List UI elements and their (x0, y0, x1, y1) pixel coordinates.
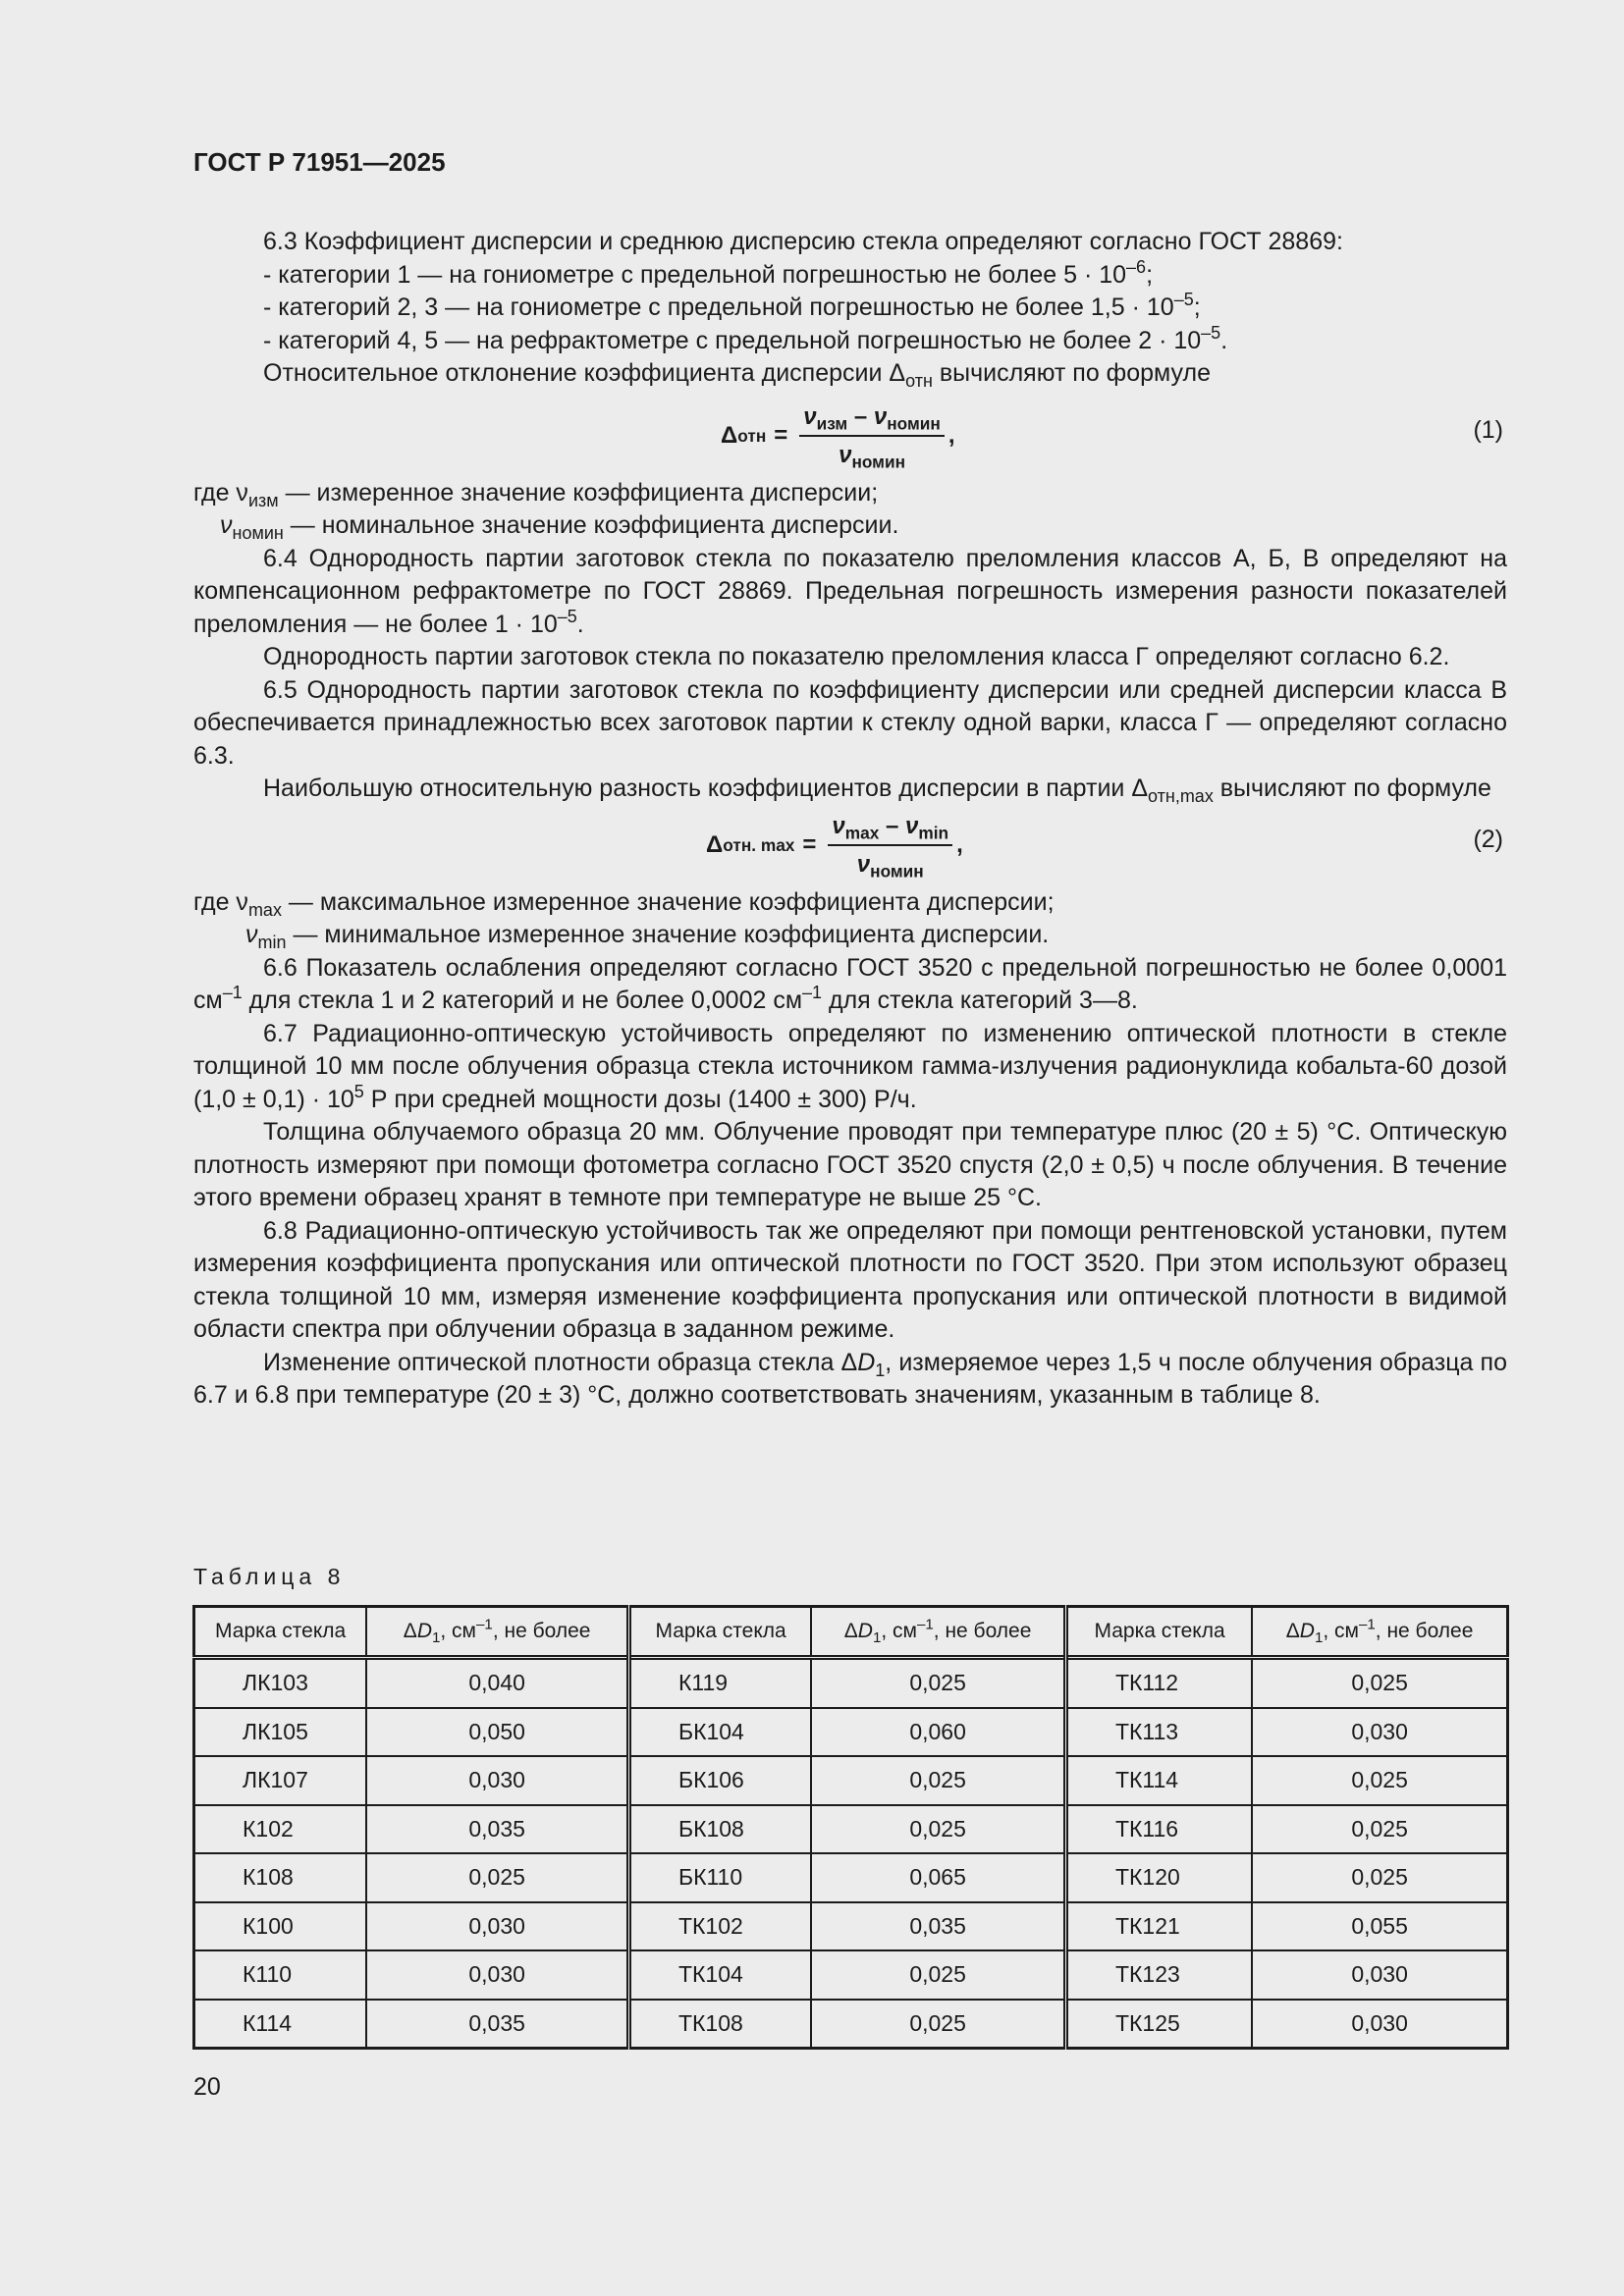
where-clause-2a: где $\nu_{max}$ — максимальное измеренное значение коэффициента дисперсии; (193, 887, 1055, 920)
table-cell: 0,060 (811, 1708, 1065, 1757)
section-6-4: 6.4 Однородность партии заготовок стекла по показателю преломления классов А, Б, В определяют на компенсационном рефрактометре по ГОСТ 28869. Предельная погрешность измерения разности показателей преломления — не более $1 \cdot 10^{-5}$. (193, 544, 1507, 638)
column-header-value: $\Delta D_1$, $см^{-1}$, не более (1252, 1607, 1507, 1658)
section-6-7-para-2: Толщина облучаемого образца 20 мм. Облучение проводят при температуре плюс (20 ± 5) °С. Оптическую плотность измеряют при помощи фотометра согласно ГОСТ 3520 спустя (2,0 ± 0,5) ч после облучения. В течение этого времени образец хранят в темноте при температуре не выше 25 °С. (193, 1118, 1507, 1211)
formula-2 (193, 806, 1507, 886)
table-cell: БК110 (628, 1853, 811, 1902)
table-cell: 0,050 (366, 1708, 628, 1757)
table-cell: 0,025 (811, 1805, 1065, 1854)
section-6-3-lead: 6.3 Коэффициент дисперсии и среднюю дисперсию стекла определяют согласно ГОСТ 28869: (263, 228, 1343, 255)
formula-1-expression: Δ отн = $\frac{\nu_{изм} - \nu_{номин}}{\nu_{номин}}$ , (721, 400, 954, 472)
table-cell: 0,055 (1252, 1902, 1507, 1951)
column-header-mark: Марка стекла (628, 1607, 811, 1658)
table-cell: БК106 (628, 1756, 811, 1805)
section-6-8-para-2: Изменение оптической плотности образца стекла $\Delta D_1$, измеряемое через 1,5 ч после облучения образца по 6.7 и 6.8 при температуре (20 ± 3) °С, должно соответствовать значениям, указанным в таблице 8. (193, 1348, 1507, 1409)
relative-deviation-intro: Относительное отклонение коэффициента дисперсии $\Delta_{отн}$ вычисляют по формуле (263, 359, 1211, 391)
table-cell: 0,025 (811, 1756, 1065, 1805)
table-cell: 0,025 (1252, 1756, 1507, 1805)
table-cell: 0,025 (811, 2000, 1065, 2049)
table-cell: 0,030 (366, 1950, 628, 2000)
table-cell: ТК104 (628, 1950, 811, 2000)
table-row (194, 1805, 1508, 1854)
where-clause-1b: $\nu_{номин}$ — номинальное значение коэффициента дисперсии. (220, 511, 899, 543)
table-cell: 0,030 (366, 1756, 628, 1805)
table-row (194, 1853, 1508, 1902)
table-cell: К108 (194, 1853, 367, 1902)
table-cell: К114 (194, 2000, 367, 2049)
table-cell: 0,035 (366, 1805, 628, 1854)
section-6-7: 6.7 Радиационно-оптическую устойчивость определяют по изменению оптической плотности в стекле толщиной 10 мм после облучения образца стекла источником гамма-излучения радионуклида кобальта-60 дозой $(1,0 \pm 0,1) \cdot 10^5$ Р при средней мощности дозы (1400 ± 300) Р/ч. (193, 1019, 1507, 1113)
table-cell: 0,025 (1252, 1805, 1507, 1854)
table-cell: 0,030 (1252, 2000, 1507, 2049)
table-cell: ТК114 (1065, 1756, 1252, 1805)
table-cell: ТК116 (1065, 1805, 1252, 1854)
table-cell: ТК113 (1065, 1708, 1252, 1757)
table-cell: 0,065 (811, 1853, 1065, 1902)
where-clause-2b: $\nu_{min}$ — минимальное измеренное значение коэффициента дисперсии. (245, 921, 1050, 952)
table-caption: Таблица 8 (193, 1564, 346, 1589)
table-row (194, 1708, 1508, 1757)
table-8 (192, 1605, 1509, 2050)
table-cell: 0,025 (811, 1658, 1065, 1708)
formula-1-number: (1) (1473, 415, 1503, 444)
table-cell: 0,030 (1252, 1708, 1507, 1757)
table-cell: ТК120 (1065, 1853, 1252, 1902)
formula-2-expression: Δ отн. max = $\frac{\nu_{max} - \nu_{min}}{\nu_{номин}}$ , (706, 810, 963, 881)
table-cell: ЛК107 (194, 1756, 367, 1805)
fraction: $\frac{\nu_{max} - \nu_{min}}{\nu_{номин}}$ (828, 810, 952, 881)
list-item: - категорий 2, 3 — на гониометре с предельной погрешностью не более $1,5 \cdot 10^{-5}$; (263, 290, 1201, 321)
table-cell: 0,025 (1252, 1658, 1507, 1708)
table-cell: 0,025 (811, 1950, 1065, 2000)
table-cell: К110 (194, 1950, 367, 2000)
table-cell: ТК112 (1065, 1658, 1252, 1708)
column-header-mark: Марка стекла (194, 1607, 367, 1658)
table-row (194, 1902, 1508, 1951)
section-6-5-para-2: Наибольшую относительную разность коэффициентов дисперсии в партии $\Delta_{отн,max}$ вычисляют по формуле (263, 774, 1491, 806)
table-cell: 0,025 (366, 1853, 628, 1902)
table-cell: ТК121 (1065, 1902, 1252, 1951)
fraction: $\frac{\nu_{изм} - \nu_{номин}}{\nu_{номин}}$ (799, 400, 945, 472)
table-cell: ТК125 (1065, 2000, 1252, 2049)
table-row (194, 1658, 1508, 1708)
table-cell: ТК108 (628, 2000, 811, 2049)
table-row (194, 1756, 1508, 1805)
table-cell: 0,035 (811, 1902, 1065, 1951)
table-cell: ЛК105 (194, 1708, 367, 1757)
formula-1 (193, 391, 1507, 477)
where-clause-1a: где $\nu_{изм}$ — измеренное значение коэффициента дисперсии; (193, 478, 879, 510)
table-cell: К102 (194, 1805, 367, 1854)
table-cell: 0,035 (366, 2000, 628, 2049)
section-6-5: 6.5 Однородность партии заготовок стекла по коэффициенту дисперсии или средней дисперсии класса В обеспечивается принадлежностью всех заготовок партии к стеклу одной варки, класса Г — определяют согласно 6.3. (193, 675, 1507, 770)
table-cell: К119 (628, 1658, 811, 1708)
section-6-6: 6.6 Показатель ослабления определяют согласно ГОСТ 3520 с предельной погрешностью не более 0,0001 $см^{-1}$ для стекла 1 и 2 категорий и не более 0,0002 $см^{-1}$ для стекла категорий 3—8. (193, 953, 1507, 1014)
table-cell: 0,030 (366, 1902, 628, 1951)
body-text (193, 226, 1507, 1413)
formula-2-number: (2) (1473, 825, 1503, 853)
section-6-4-para-2: Однородность партии заготовок стекла по показателю преломления класса Г определяют согласно 6.2. (263, 643, 1450, 670)
column-header-mark: Марка стекла (1065, 1607, 1252, 1658)
column-header-value: $\Delta D_1$, $см^{-1}$, не более (811, 1607, 1065, 1658)
table-cell: 0,040 (366, 1658, 628, 1708)
table-cell: БК104 (628, 1708, 811, 1757)
table-cell: ТК102 (628, 1902, 811, 1951)
column-header-value: $\Delta D_1$, $см^{-1}$, не более (366, 1607, 628, 1658)
table-cell: БК108 (628, 1805, 811, 1854)
list-item: - категории 1 — на гониометре с предельной погрешностью не более $5 \cdot 10^{-6}$; (263, 256, 1154, 289)
table-cell: ЛК103 (194, 1658, 367, 1708)
table-cell: ТК123 (1065, 1950, 1252, 2000)
table-header-row (194, 1607, 1508, 1658)
table-row (194, 2000, 1508, 2049)
table-cell: 0,025 (1252, 1853, 1507, 1902)
table-cell: 0,030 (1252, 1950, 1507, 2000)
document-header: ГОСТ Р 71951—2025 (193, 147, 446, 177)
table-cell: К100 (194, 1902, 367, 1951)
table-row (194, 1950, 1508, 2000)
list-item: - категорий 4, 5 — на рефрактометре с предельной погрешностью не более $2 \cdot 10^{-5}$. (263, 322, 1228, 354)
section-6-8: 6.8 Радиационно-оптическую устойчивость так же определяют при помощи рентгеновской установки, путем измерения коэффициента пропускания или оптической плотности по ГОСТ 3520. При этом используют образец стекла толщиной 10 мм, измеряя изменение коэффициента пропускания или оптической плотности в видимой области спектра при облучении образца в заданном режиме. (193, 1216, 1507, 1343)
page-number: 20 (193, 2073, 221, 2101)
